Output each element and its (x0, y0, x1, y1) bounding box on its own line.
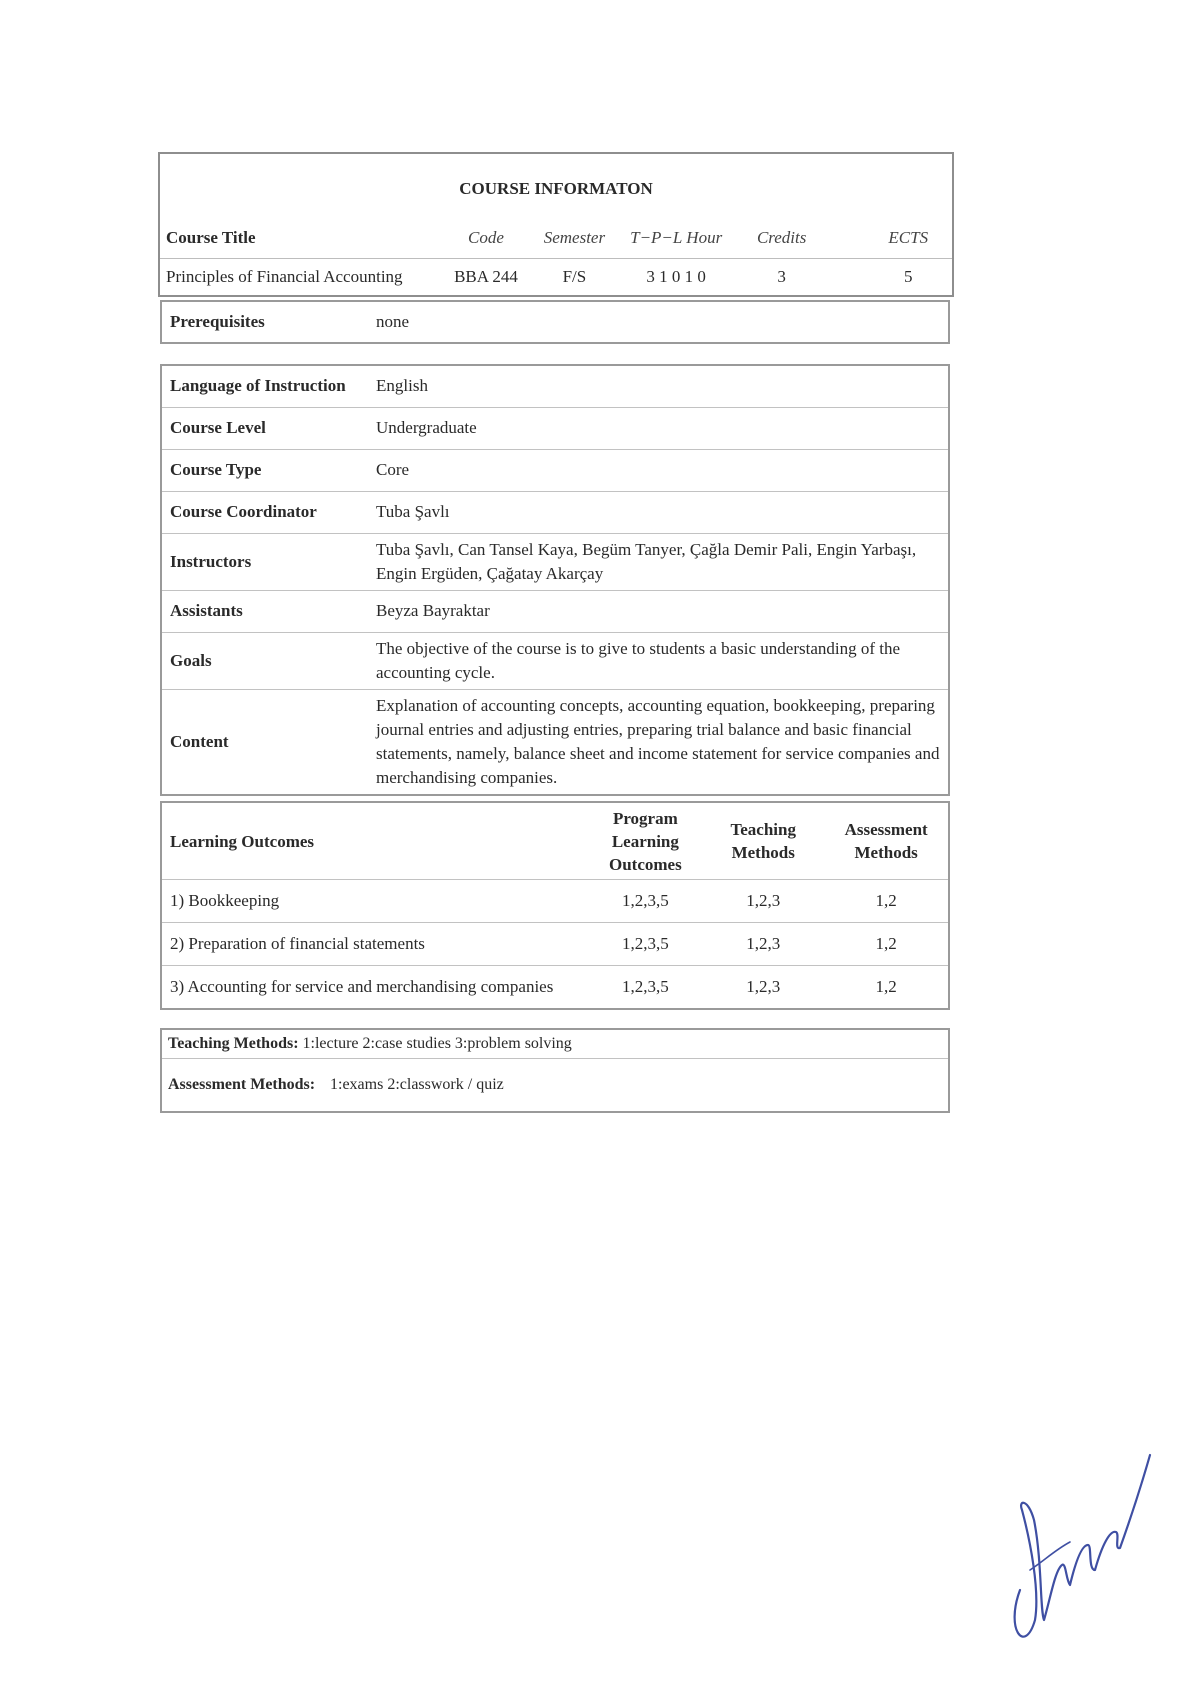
learning-outcomes-table (160, 801, 950, 1010)
semester-header: Semester (534, 218, 615, 259)
course-info-heading: COURSE INFORMATON (459, 179, 653, 198)
assessment-methods-value: 1:exams 2:classwork / quiz (330, 1076, 504, 1093)
methods-legend-table (160, 1028, 950, 1113)
assessment-header: Assessment Methods (824, 802, 949, 880)
outcome-text: 3) Accounting for service and merchandising companies (170, 977, 554, 996)
detail-label-assistants: Assistants (161, 590, 368, 632)
outcome-text: 1) Bookkeeping (161, 880, 589, 923)
course-details-table (160, 364, 950, 796)
hours-value: 3 1 0 1 0 (646, 267, 706, 286)
detail-value-coordinator: Tuba Şavlı (368, 491, 949, 533)
course-title-header: Course Title (159, 218, 438, 259)
credits-value: 3 (777, 267, 786, 286)
detail-value-language: English (368, 365, 949, 407)
detail-label-level: Course Level (161, 407, 368, 449)
detail-label-instructors: Instructors (161, 533, 368, 590)
detail-value-instructors: Tuba Şavlı, Can Tansel Kaya, Begüm Tanyer, Çağla Demir Pali, Engin Yarbaşı, Engin Ergüden, Çağatay Akarçay (368, 533, 949, 590)
detail-value-level: Undergraduate (368, 407, 949, 449)
outcome-plo: 1,2,3,5 (589, 880, 703, 923)
outcome-header: Learning Outcomes (161, 802, 589, 880)
detail-label-language: Language of Instruction (161, 365, 368, 407)
detail-label-coordinator: Course Coordinator (161, 491, 368, 533)
teaching-header: Teaching Methods (702, 802, 824, 880)
course-info-table (158, 152, 954, 297)
code-header: Code (438, 218, 534, 259)
ects-header: ECTS (865, 218, 954, 259)
plo-header: Program Learning Outcomes (589, 802, 703, 880)
ects-value: 5 (904, 267, 913, 286)
outcome-teaching: 1,2,3 (746, 977, 781, 996)
detail-value-assistants: Beyza Bayraktar (368, 590, 949, 632)
outcome-plo: 1,2,3,5 (589, 923, 703, 966)
detail-label-content: Content (170, 731, 229, 751)
table-row (161, 966, 949, 1010)
outcome-teaching: 1,2,3 (702, 880, 824, 923)
outcome-text: 2) Preparation of financial statements (161, 923, 589, 966)
signature-icon (1000, 1450, 1170, 1660)
outcome-assessment: 1,2 (875, 977, 897, 996)
table-row (161, 880, 949, 923)
outcome-teaching: 1,2,3 (702, 923, 824, 966)
hours-header: T−P−L Hour (615, 218, 737, 259)
detail-label-type: Course Type (161, 449, 368, 491)
detail-value-type: Core (368, 449, 949, 491)
assessment-methods-label: Assessment Methods: (168, 1076, 316, 1093)
course-title-value: Principles of Financial Accounting (166, 267, 403, 286)
semester-value: F/S (562, 267, 587, 286)
outcome-plo: 1,2,3,5 (621, 977, 669, 996)
prerequisites-label: Prerequisites (170, 312, 265, 331)
table-row (161, 923, 949, 966)
teaching-methods-value: 1:lecture 2:case studies 3:problem solving (302, 1035, 572, 1052)
prerequisites-table (160, 300, 950, 344)
outcome-assessment: 1,2 (824, 880, 949, 923)
outcome-assessment: 1,2 (824, 923, 949, 966)
detail-value-goals: The objective of the course is to give to students a basic understanding of the accounting cycle. (368, 632, 949, 689)
prerequisites-value: none (376, 312, 410, 331)
credits-header: Credits (737, 218, 826, 259)
detail-label-goals: Goals (161, 632, 368, 689)
teaching-methods-label: Teaching Methods: (168, 1035, 299, 1052)
detail-value-content: Explanation of accounting concepts, accounting equation, bookkeeping, preparing journal entries and adjusting entries, preparing trial balance and basic financial statements, namely, balance sheet and income statement for service companies and merchandising companies. (376, 695, 940, 787)
code-value: BBA 244 (454, 267, 518, 286)
